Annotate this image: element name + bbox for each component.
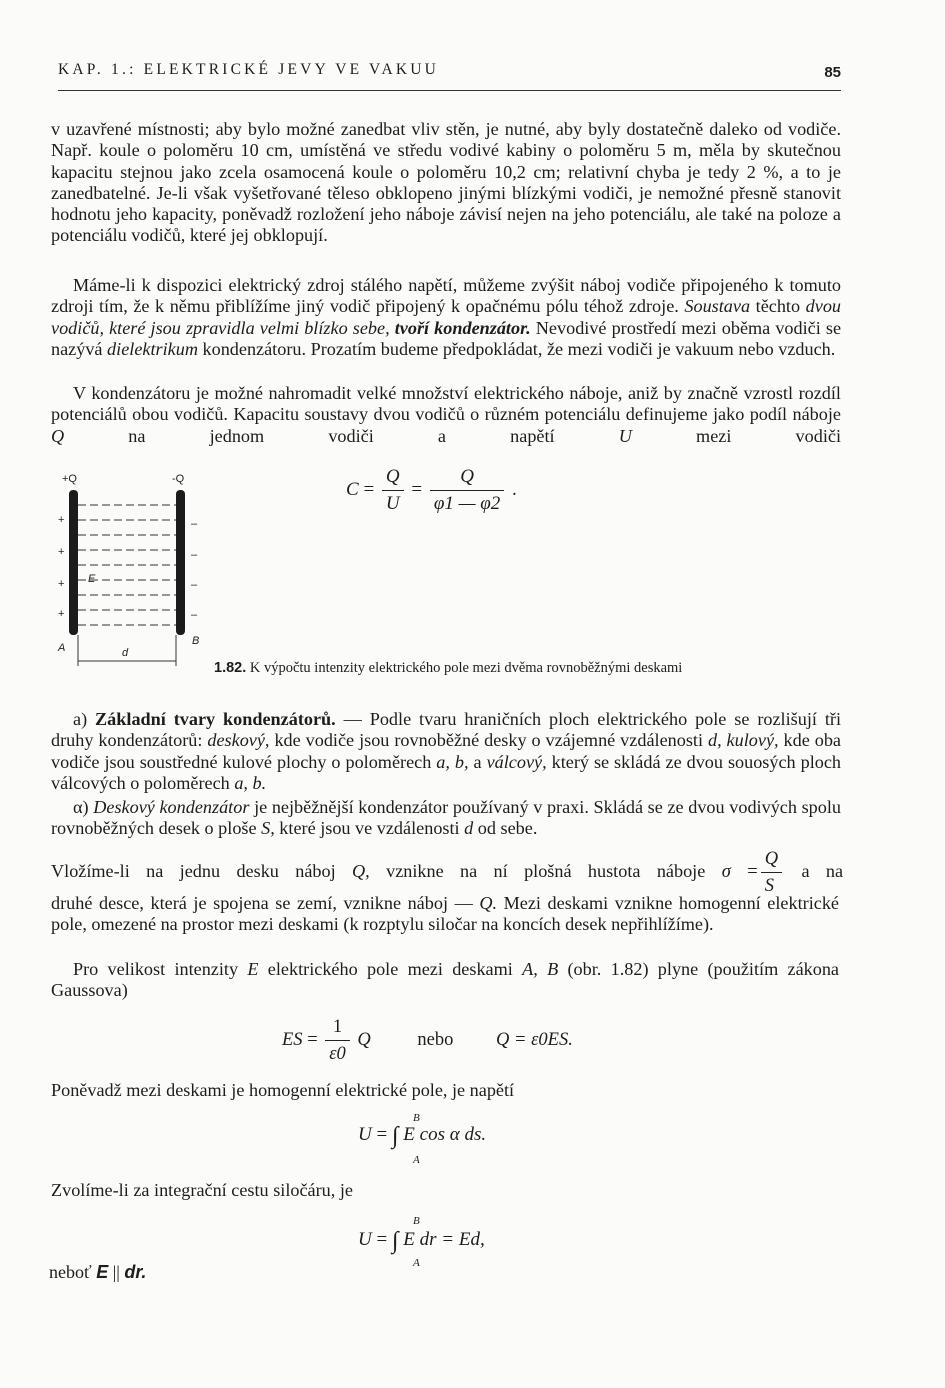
running-title: KAP. 1.: ELEKTRICKÉ JEVY VE VAKUU bbox=[58, 61, 440, 78]
voltage-path-equation: U = ∫ B A E dr = Ed, bbox=[358, 1215, 485, 1269]
plate-b bbox=[176, 490, 185, 635]
figure-caption: 1.82. K výpočtu intenzity elektrického pole mezi dvěma rovnoběžnými deskami bbox=[214, 660, 683, 676]
paragraph-1: v uzavřené místnosti; aby bylo možné zanedbat vliv stěn, je nutné, aby byly dostatečně daleko od vodiče. Např. koule o poloměru 10 cm, umístěná ve středu vodivé kabiny o poloměru 5 m, měla by skutečnou kapacitu stejnou jako zcela osamocená koule o poloměru 10,2 cm; relativní chyba je tedy 2 %, a to je zanedbatelné. Je-li však vyšetřované těleso obklopeno jinými blízkými vodiči, je nemožné přesně stanovit hodnotu jeho kapacity, poněvadž rozložení jeho náboje závisí nejen na jeho potenciálu, ale také na poloze a potenciálu vodičů, které jej obklopují. bbox=[51, 119, 841, 246]
capacity-equation: C = $\frac{Q}{U}$ = $\frac{Q}{\varphi 1 — \varphi 2}$ . bbox=[346, 466, 517, 514]
label-plus-q: +Q bbox=[62, 473, 77, 485]
plus-sign: + bbox=[58, 578, 65, 590]
label-minus-q: -Q bbox=[172, 473, 185, 485]
plate-a bbox=[69, 490, 78, 635]
label-a: A bbox=[58, 642, 66, 654]
label-e: E bbox=[88, 573, 96, 585]
minus-sign: – bbox=[191, 609, 198, 621]
paragraph-6-rest: druhé desce, která je spojena se zemí, vznikne náboj — Q. Mezi deskami vznikne homogenní elektrické pole, omezené na prostor mezi deskami (k rozptylu siločar na koncích desek nepřihlížíme). bbox=[51, 893, 839, 935]
minus-sign: – bbox=[191, 518, 198, 530]
page-number: 85 bbox=[824, 64, 841, 81]
paragraph-10: neboť E || dr. bbox=[49, 1262, 147, 1282]
sigma-equation: σ = $\frac{Q}{S}$ bbox=[722, 862, 785, 882]
minus-sign: – bbox=[191, 579, 198, 591]
paragraph-7: Pro velikost intenzity E elektrického pole mezi deskami A, B (obr. 1.82) plyne (použitím zákona Gaussova) bbox=[51, 959, 839, 1001]
plus-sign: + bbox=[58, 514, 65, 526]
paragraph-9: Zvolíme-li za integrační cestu siločáru, je bbox=[51, 1180, 353, 1200]
plus-sign: + bbox=[58, 608, 65, 620]
plus-sign: + bbox=[58, 546, 65, 558]
capacitor-figure bbox=[50, 470, 220, 675]
field-lines bbox=[78, 505, 176, 625]
paragraph-3: V kondenzátoru je možné nahromadit velké množství elektrického náboje, aniž by značně vzrostl rozdíl potenciálů obou vodičů. Kapacitu soustavy dvou vodičů o různém potenciálu definujeme jako podíl náboje Q na jednom vodiči a napětí U mezi vodiči bbox=[51, 383, 842, 446]
page-header bbox=[58, 60, 841, 91]
gauss-equation: ES = $\frac{1}{\varepsilon 0}$ Q nebo Q = ε0ES. bbox=[282, 1017, 573, 1064]
voltage-integral-equation: U = ∫ B A E cos α ds. bbox=[358, 1112, 487, 1166]
paragraph-8: Poněvadž mezi deskami je homogenní elektrické pole, je napětí bbox=[51, 1080, 515, 1100]
paragraph-2: Máme-li k dispozici elektrický zdroj stálého napětí, můžeme zvýšit náboj vodiče připojeného k tomuto zdroji tím, že k němu přiblížíme jiný vodič připojený k opačnému pólu téhož zdroje. Soustava těchto dvou vodičů, které jsou zpravidla velmi blízko sebe, tvoří kondenzátor. Nevodivé prostředí mezi oběma vodiči se nazývá dielektrikum kondenzátoru. Prozatím budeme předpokládat, že mezi vodiči je vakuum nebo vzduch. bbox=[51, 275, 842, 359]
label-b: B bbox=[192, 635, 200, 647]
minus-sign: – bbox=[191, 549, 198, 561]
paragraph-6-line-1: Vložíme-li na jednu desku náboj Q, vznikne na ní plošná hustota náboje σ = $\frac{Q}{S}$ a na bbox=[51, 849, 844, 896]
label-d: d bbox=[122, 647, 129, 659]
paragraph-4: a) Základní tvary kondenzátorů. — Podle tvaru hraničních ploch elektrického pole se rozlišují tři druhy kondenzátorů: deskový, kde vodiče jsou rovnoběžné desky o vzájemné vzdálenosti d, kulový, kde oba vodiče jsou soustředné kulové plochy o poloměrech a, b, a válcový, který se skládá ze dvou souosých ploch válcových o poloměrech a, b. bbox=[51, 709, 842, 793]
paragraph-5: α) Deskový kondenzátor je nejběžnější kondenzátor používaný v praxi. Skládá se ze dvou vodivých spolu rovnoběžných desek o ploše S, které jsou ve vzdálenosti d od sebe. bbox=[51, 797, 842, 839]
